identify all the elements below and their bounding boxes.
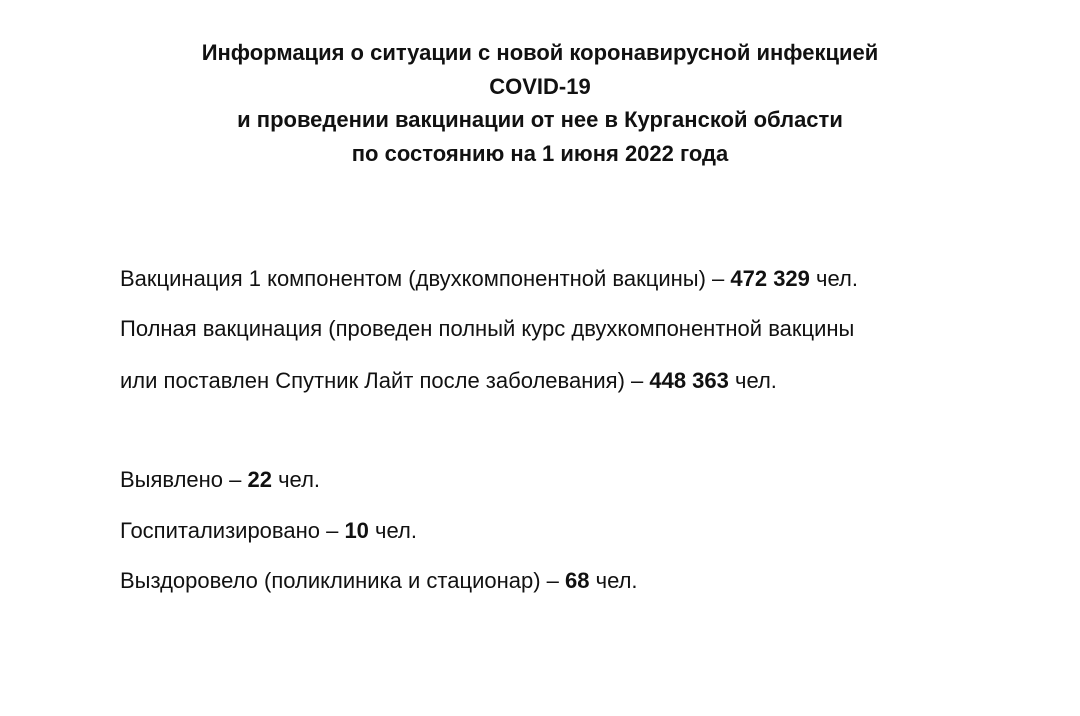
recovered-value: 68 bbox=[565, 568, 590, 593]
title-line-4: по состоянию на 1 июня 2022 года bbox=[351, 140, 729, 166]
hospitalized-unit: чел. bbox=[368, 518, 417, 543]
full-vaccination-label-line-2: или поставлен Спутник Лайт после заболевания) – bbox=[120, 368, 650, 393]
hospitalized-value: 10 bbox=[344, 518, 369, 543]
title-line-3: и проведении вакцинации от нее в Курганской области bbox=[237, 107, 843, 132]
hospitalized-label: Госпитализировано – bbox=[120, 518, 345, 543]
full-vaccination-line-2 bbox=[120, 367, 777, 395]
full-vaccination-label-line-1: Полная вакцинация (проведен полный курс двухкомпонентной вакцины bbox=[120, 316, 855, 341]
detected-value: 22 bbox=[247, 467, 272, 492]
detected-label: Выявлено – bbox=[120, 467, 248, 492]
full-vaccination-line-1 bbox=[120, 315, 854, 343]
full-vaccination-value: 448 363 bbox=[649, 368, 729, 393]
full-vaccination-unit: чел. bbox=[728, 368, 777, 393]
title-line-2: COVID-19 bbox=[489, 73, 591, 99]
document-title bbox=[0, 36, 1080, 170]
first-component-vaccination-line bbox=[120, 265, 858, 293]
title-line-1: Информация о ситуации с новой коронавирусной инфекцией bbox=[201, 40, 879, 65]
hospitalized-line bbox=[120, 517, 417, 545]
recovered-line bbox=[120, 567, 638, 595]
first-component-value: 472 329 bbox=[730, 266, 810, 291]
recovered-label: Выздоровело (поликлиника и стационар) – bbox=[120, 568, 566, 593]
first-component-unit: чел. bbox=[809, 266, 858, 291]
detected-unit: чел. bbox=[271, 467, 321, 492]
recovered-unit: чел. bbox=[589, 568, 638, 593]
detected-line bbox=[120, 466, 320, 494]
first-component-label: Вакцинация 1 компонентом (двухкомпонентной вакцины) – bbox=[120, 266, 731, 291]
